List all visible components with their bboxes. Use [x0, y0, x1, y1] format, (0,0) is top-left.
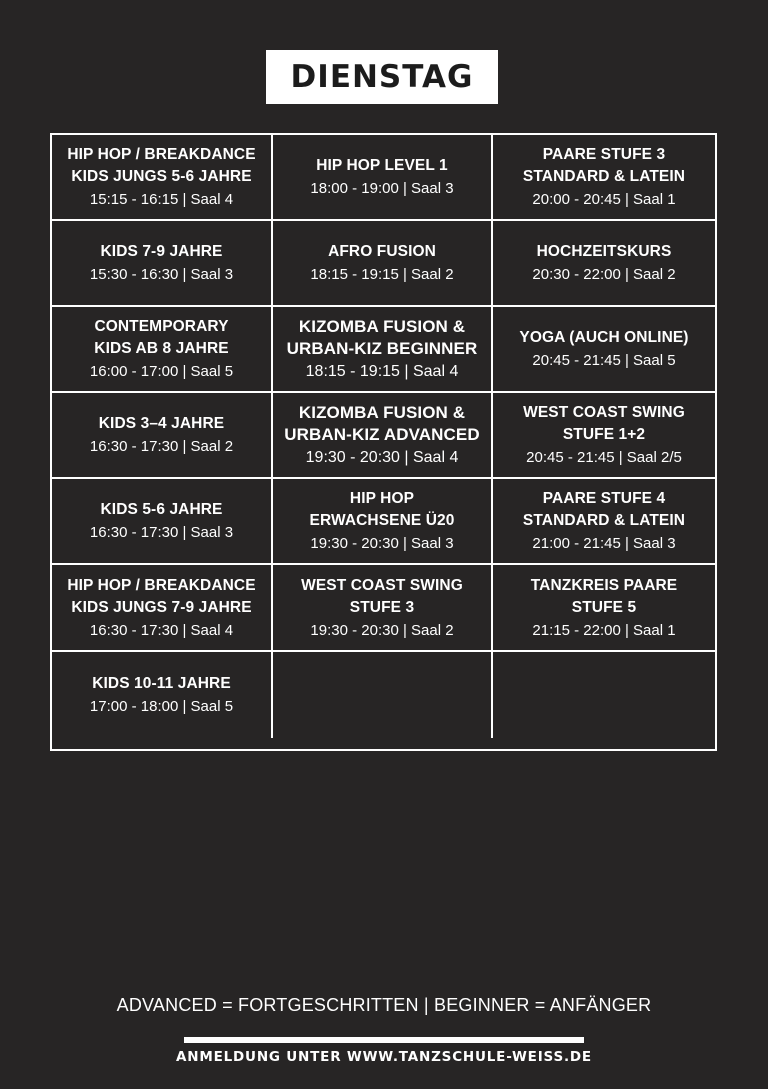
- course-name: CONTEMPORARY KIDS AB 8 JAHRE: [94, 318, 229, 358]
- course-time: 20:45 - 21:45 | Saal 5: [532, 352, 676, 370]
- course-name: PAARE STUFE 3 STANDARD & LATEIN: [522, 146, 686, 186]
- course-time: 21:00 - 21:45 | Saal 3: [532, 535, 676, 553]
- course-time: 20:30 - 22:00 | Saal 2: [532, 266, 676, 284]
- course-name: HIP HOP LEVEL 1: [316, 157, 448, 175]
- course-name: KIZOMBA FUSION & URBAN-KIZ BEGINNER: [286, 317, 478, 359]
- course-name: HIP HOP ERWACHSENE Ü20: [309, 490, 455, 530]
- course-time: 18:15 - 19:15 | Saal 2: [310, 266, 454, 284]
- course-name: PAARE STUFE 4 STANDARD & LATEIN: [522, 490, 686, 530]
- schedule-cell: [52, 479, 273, 565]
- schedule-cell: [273, 221, 493, 307]
- schedule-cell: [273, 479, 493, 565]
- schedule-cell: [52, 135, 273, 221]
- schedule-cell: [273, 565, 493, 651]
- course-time: 19:30 - 20:30 | Saal 2: [310, 621, 454, 639]
- schedule-cell: [493, 393, 715, 479]
- schedule-cell: [52, 652, 273, 738]
- course-time: 16:30 - 17:30 | Saal 2: [89, 438, 234, 456]
- course-name: HIP HOP / BREAKDANCE KIDS JUNGS 5-6 JAHRE: [67, 146, 256, 186]
- course-name: HOCHZEITSKURS: [536, 243, 672, 261]
- course-time: 20:00 - 20:45 | Saal 1: [532, 191, 676, 209]
- schedule-cell: [493, 565, 715, 651]
- course-name: KIDS 7-9 JAHRE: [100, 243, 223, 261]
- schedule-cell: [52, 565, 273, 651]
- schedule-cell: [493, 221, 715, 307]
- course-name: KIDS 10-11 JAHRE: [92, 674, 231, 692]
- schedule-grid: [50, 133, 717, 751]
- registration-link[interactable]: ANMELDUNG UNTER WWW.TANZSCHULE-WEISS.DE: [176, 1049, 592, 1065]
- course-name: WEST COAST SWING STUFE 1+2: [523, 404, 685, 444]
- divider: [184, 1037, 584, 1043]
- course-time: 15:30 - 16:30 | Saal 3: [89, 266, 234, 284]
- schedule-cell-empty: [273, 652, 493, 738]
- schedule-cell: [52, 221, 273, 307]
- course-time: 16:30 - 17:30 | Saal 3: [89, 524, 234, 542]
- course-name: TANZKREIS PAARE STUFE 5: [530, 576, 678, 616]
- course-name: HIP HOP / BREAKDANCE KIDS JUNGS 7-9 JAHRE: [67, 576, 256, 616]
- course-time: 18:15 - 19:15 | Saal 4: [305, 363, 459, 381]
- course-name: KIDS 5-6 JAHRE: [100, 501, 223, 519]
- course-time: 21:15 - 22:00 | Saal 1: [532, 621, 676, 639]
- course-name: WEST COAST SWING STUFE 3: [301, 576, 463, 616]
- course-name: KIDS 3–4 JAHRE: [98, 415, 225, 433]
- legend-text: ADVANCED = FORTGESCHRITTEN | BEGINNER = ANFÄNGER: [116, 995, 652, 1015]
- schedule-cell: [273, 135, 493, 221]
- course-time: 19:30 - 20:30 | Saal 4: [305, 449, 459, 467]
- schedule-cell: [273, 307, 493, 393]
- course-time: 19:30 - 20:30 | Saal 3: [310, 535, 454, 553]
- page-title: DIENSTAG: [266, 50, 498, 104]
- schedule-cell: [52, 307, 273, 393]
- course-name: AFRO FUSION: [328, 243, 436, 261]
- course-time: 16:30 - 17:30 | Saal 4: [89, 621, 234, 639]
- schedule-cell: [493, 135, 715, 221]
- schedule-cell: [493, 307, 715, 393]
- schedule-cell: [273, 393, 493, 479]
- course-time: 18:00 - 19:00 | Saal 3: [310, 180, 454, 198]
- schedule-cell: [493, 479, 715, 565]
- course-time: 16:00 - 17:00 | Saal 5: [89, 363, 234, 381]
- course-time: 15:15 - 16:15 | Saal 4: [89, 191, 234, 209]
- schedule-cell-empty: [493, 652, 715, 738]
- schedule-cell: [52, 393, 273, 479]
- course-name: KIZOMBA FUSION & URBAN-KIZ ADVANCED: [284, 403, 480, 445]
- course-time: 20:45 - 21:45 | Saal 2/5: [526, 449, 682, 467]
- course-time: 17:00 - 18:00 | Saal 5: [89, 697, 234, 715]
- course-name: YOGA (AUCH ONLINE): [519, 329, 689, 347]
